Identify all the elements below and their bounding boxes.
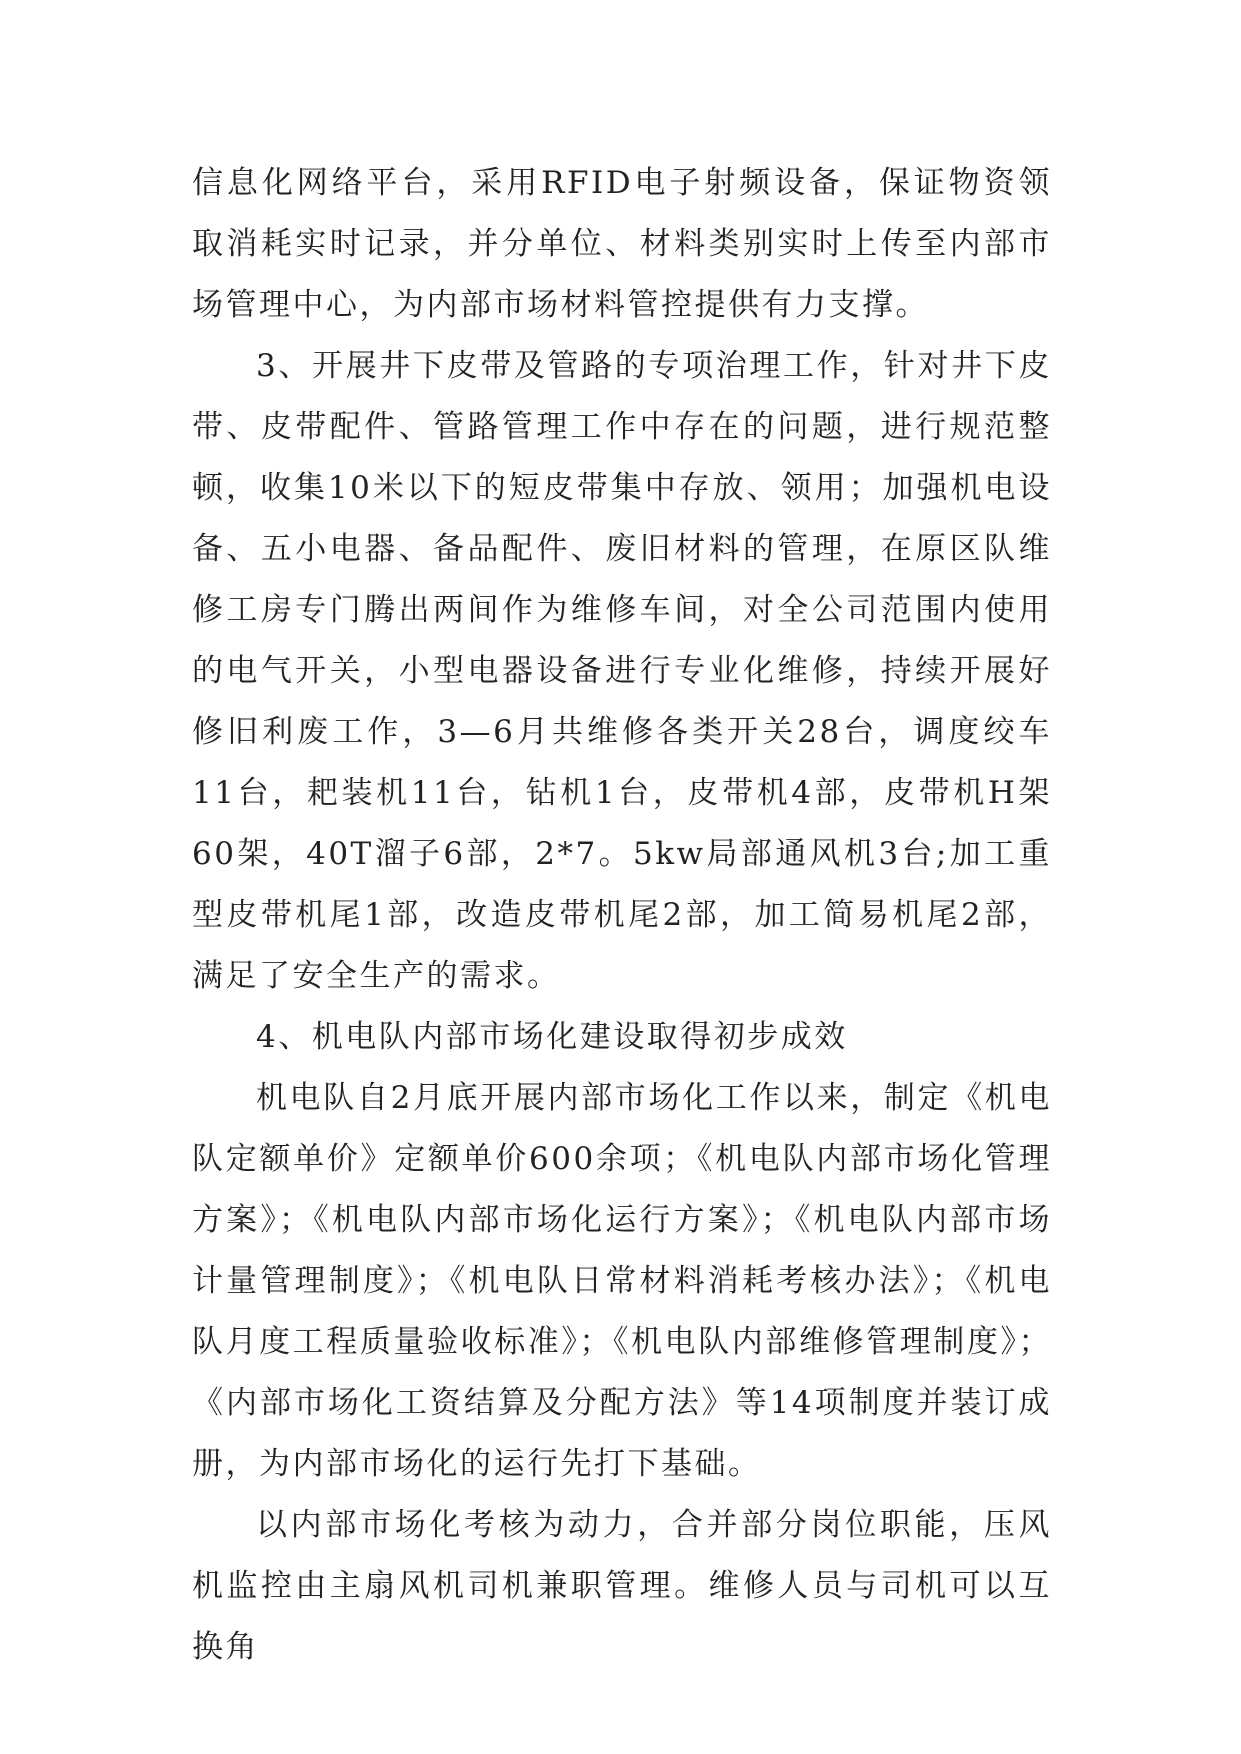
paragraph-market-assessment: 以内部市场化考核为动力，合并部分岗位职能，压风机监控由主扇风机司机兼职管理。维修人员与司机可以互换角 [192, 1507, 1052, 1665]
section-heading-market-construction: 4、机电队内部市场化建设取得初步成效 [256, 1019, 848, 1055]
paragraph-information-platform: 信息化网络平台，采用RFID电子射频设备，保证物资领取消耗实时记录，并分单位、材料类别实时上传至内部市场管理中心，为内部市场材料管控提供有力支撑。 [192, 165, 1052, 323]
paragraph-market-regulations: 机电队自2月底开展内部市场化工作以来，制定《机电队定额单价》定额单价600余项；《机电队内部市场化管理方案》；《机电队内部市场化运行方案》；《机电队内部市场计量管理制度》；《机电队日常材料消耗考核办法》；《机电队月度工程质量验收标准》；《机电队内部维修管理制度》；《内部市场化工资结算及分配方法》等14项制度并装订成册，为内部市场化的运行先打下基础。 [192, 1080, 1052, 1482]
document-body [192, 153, 1052, 1678]
paragraph-belt-pipeline-treatment: 3、开展井下皮带及管路的专项治理工作，针对井下皮带、皮带配件、管路管理工作中存在的问题，进行规范整顿，收集10米以下的短皮带集中存放、领用；加强机电设备、五小电器、备品配件、废旧材料的管理，在原区队维修工房专门腾出两间作为维修车间，对全公司范围内使用的电气开关，小型电器设备进行专业化维修，持续开展好修旧利废工作，3—6月共维修各类开关28台，调度绞车11台，耙装机11台，钻机1台，皮带机4部，皮带机H架60架，40T溜子6部，2*7。5kw局部通风机3台;加工重型皮带机尾1部，改造皮带机尾2部，加工简易机尾2部，满足了安全生产的需求。 [192, 348, 1052, 994]
